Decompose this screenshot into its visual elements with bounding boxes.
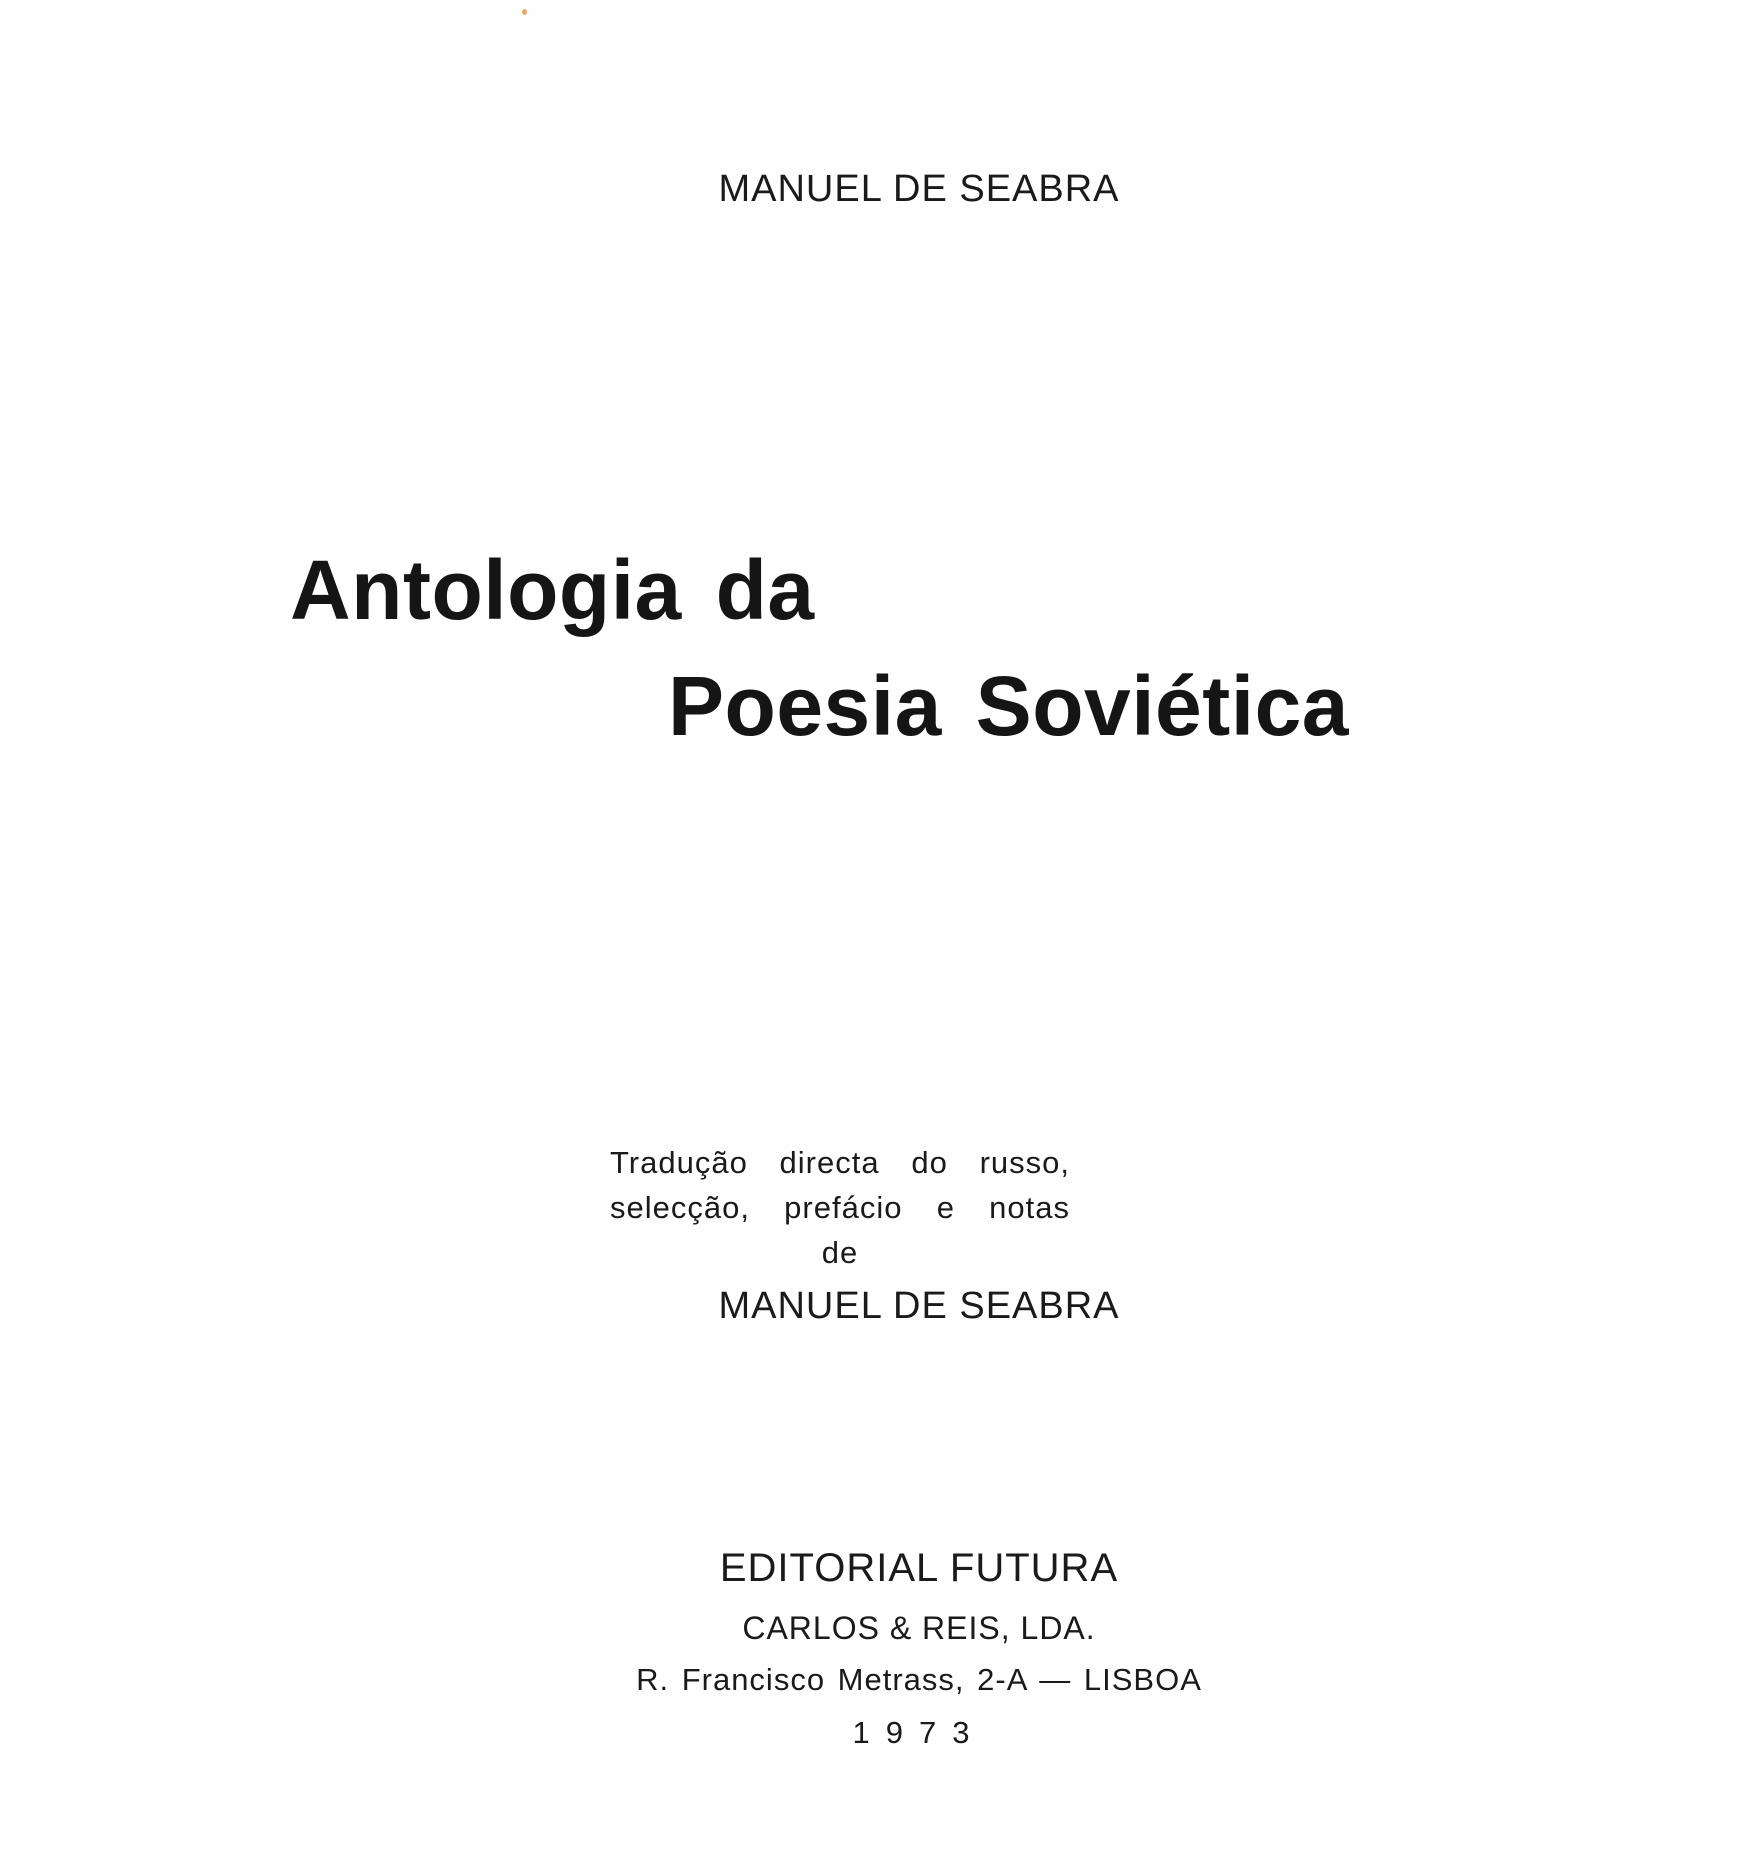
publisher-name: EDITORIAL FUTURA <box>719 1546 1119 1590</box>
book-title-line-1: Antologia da <box>290 543 815 637</box>
paper-speck <box>522 9 527 15</box>
credits-line-3: de <box>821 1235 859 1270</box>
publisher-company: CARLOS & REIS, LDA. <box>742 1610 1096 1646</box>
book-title-line-2: Poesia Soviética <box>668 659 1350 753</box>
credits-line-2: selecção, prefácio e notas <box>610 1190 1070 1225</box>
translator-name: MANUEL DE SEABRA <box>718 1285 1120 1327</box>
author-name: MANUEL DE SEABRA <box>718 168 1120 210</box>
credits-line-1: Tradução directa do russo, <box>610 1145 1070 1180</box>
publisher-block <box>0 1548 1754 1748</box>
translation-credits <box>610 1140 1070 1275</box>
publisher-address: R. Francisco Metrass, 2-A — LISBOA <box>636 1662 1202 1697</box>
publication-year: 1973 <box>852 1715 986 1750</box>
